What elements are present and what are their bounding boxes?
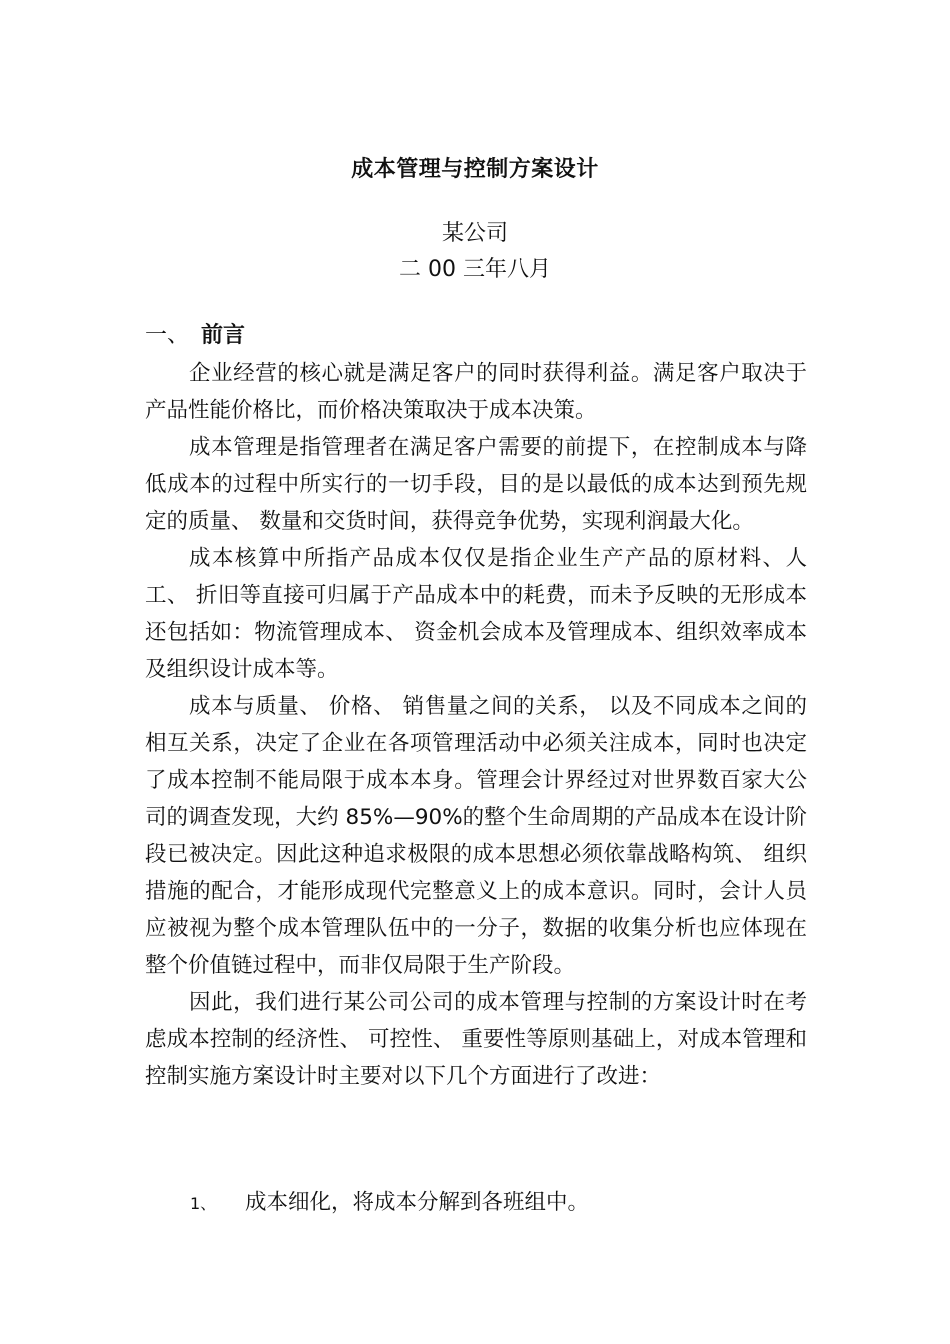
section-title: 前言 [201,323,246,348]
section-number: 一、 [145,323,190,348]
list-item-number: 1、 [190,1194,217,1213]
company-name: 某公司 [441,221,508,246]
paragraph: 企业经营的核心就是满足客户的同时获得利益。满足客户取决于产品性能价格比，而价格决策取决于成本决策。 [145,361,807,423]
list-item [190,1184,589,1222]
list-item-text: 成本细化，将成本分解到各班组中。 [245,1190,590,1215]
document-date: 二 00 三年八月 [399,257,551,282]
body-text [145,355,807,1095]
paragraph: 成本管理是指管理者在满足客户需要的前提下，在控制成本与降低成本的过程中所实行的一切手段，目的是以最低的成本达到预先规定的质量、 数量和交货时间，获得竞争优势，实现利润最大化。 [145,435,807,534]
document-title: 成本管理与控制方案设计 [351,157,599,182]
section-heading [145,318,245,354]
paragraph: 成本与质量、 价格、 销售量之间的关系， 以及不同成本之间的相互关系，决定了企业在各项管理活动中必须关注成本，同时也决定了成本控制不能局限于成本本身。管理会计界经过对世界数百家大公司的调查发现，大约 85%—90%的整个生命周期的产品成本在设计阶段已被决定。因此这种追求极限的成本思想必须依靠战略构筑、 组织措施的配合，才能形成现代完整意义上的成本意识。同时，会计人员应被视为整个成本管理队伍中的一分子，数据的收集分析也应体现在整个价值链过程中，而非仅局限于生产阶段。 [145,694,807,978]
paragraph: 成本核算中所指产品成本仅仅是指企业生产产品的原材料、人工、 折旧等直接可归属于产品成本中的耗费，而未予反映的无形成本还包括如：物流管理成本、 资金机会成本及管理成本、组织效率成本及组织设计成本等。 [145,546,807,682]
paragraph: 因此，我们进行某公司公司的成本管理与控制的方案设计时在考虑成本控制的经济性、 可控性、 重要性等原则基础上，对成本管理和控制实施方案设计时主要对以下几个方面进行了改进： [145,990,807,1089]
